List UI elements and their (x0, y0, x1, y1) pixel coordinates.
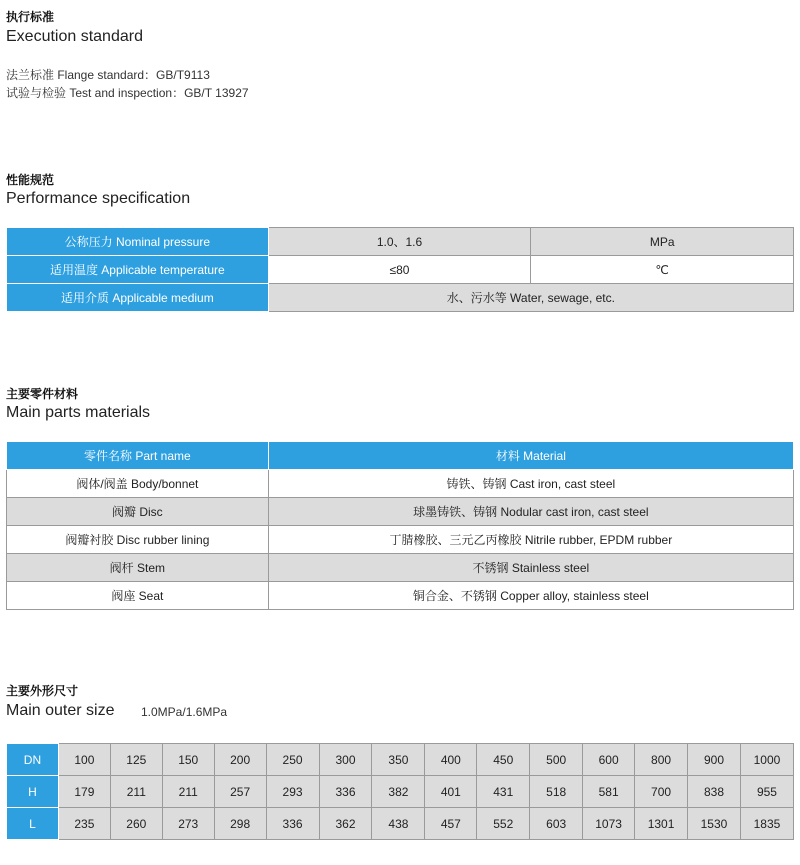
material-cell: 丁腈橡胶、三元乙丙橡胶 Nitrile rubber, EPDM rubber (268, 526, 793, 554)
size-cell: 401 (425, 776, 477, 808)
table-row (7, 470, 794, 498)
parts-title-en: Main parts materials (6, 404, 151, 421)
part-name-header: 零件名称 Part name (7, 442, 269, 470)
size-cell: 293 (266, 776, 319, 808)
performance-title-cn: 性能规范 (6, 173, 55, 187)
size-cell: 500 (530, 744, 583, 776)
size-cell: 100 (58, 744, 110, 776)
table-row (7, 284, 794, 312)
part-name-cell: 阀座 Seat (7, 582, 269, 610)
material-cell: 不锈钢 Stainless steel (268, 554, 793, 582)
execution-title-cn: 执行标准 (6, 10, 55, 24)
size-cell: 600 (583, 744, 635, 776)
nominal-pressure-unit: MPa (531, 228, 794, 256)
size-pressure-note: 1.0MPa/1.6MPa (141, 705, 228, 719)
size-cell: 1073 (583, 808, 635, 840)
table-row (7, 498, 794, 526)
test-inspection-line: 试验与检验 Test and inspection：GB/T 13927 (6, 86, 249, 100)
table-row (7, 256, 794, 284)
parts-title-cn: 主要零件材料 (6, 387, 79, 401)
size-cell: 250 (266, 744, 319, 776)
applicable-temperature-unit: ℃ (531, 256, 794, 284)
table-row (7, 582, 794, 610)
part-name-cell: 阀杆 Stem (7, 554, 269, 582)
size-cell: 235 (58, 808, 110, 840)
size-cell: 1301 (635, 808, 688, 840)
size-cell: 257 (214, 776, 266, 808)
applicable-temperature-label: 适用温度 Applicable temperature (7, 256, 269, 284)
size-cell: 955 (740, 776, 793, 808)
material-cell: 球墨铸铁、铸钢 Nodular cast iron, cast steel (268, 498, 793, 526)
size-cell: 273 (162, 808, 214, 840)
size-cell: 125 (110, 744, 162, 776)
size-cell: 450 (477, 744, 530, 776)
size-row-label: H (7, 776, 59, 808)
size-cell: 700 (635, 776, 688, 808)
table-row (7, 526, 794, 554)
table-header-row (7, 442, 794, 470)
size-cell: 838 (688, 776, 741, 808)
material-header: 材料 Material (268, 442, 793, 470)
size-cell: 382 (372, 776, 425, 808)
size-cell: 1530 (688, 808, 741, 840)
size-cell: 211 (162, 776, 214, 808)
applicable-temperature-value: ≤80 (268, 256, 531, 284)
size-cell: 150 (162, 744, 214, 776)
parts-table (6, 441, 794, 610)
size-cell: 179 (58, 776, 110, 808)
nominal-pressure-value: 1.0、1.6 (268, 228, 531, 256)
size-cell: 518 (530, 776, 583, 808)
size-cell: 900 (688, 744, 741, 776)
part-name-cell: 阀瓣 Disc (7, 498, 269, 526)
size-cell: 438 (372, 808, 425, 840)
size-title-cn: 主要外形尺寸 (6, 684, 79, 698)
table-row (7, 228, 794, 256)
size-cell: 362 (319, 808, 372, 840)
size-cell: 1000 (740, 744, 793, 776)
size-cell: 336 (266, 808, 319, 840)
applicable-medium-value: 水、污水等 Water, sewage, etc. (268, 284, 793, 312)
size-row-l (7, 808, 794, 840)
flange-standard-line: 法兰标准 Flange standard：GB/T9113 (6, 68, 210, 82)
size-cell: 800 (635, 744, 688, 776)
table-row (7, 554, 794, 582)
size-cell: 300 (319, 744, 372, 776)
size-cell: 1835 (740, 808, 793, 840)
size-row-label: L (7, 808, 59, 840)
size-cell: 581 (583, 776, 635, 808)
size-row-h (7, 776, 794, 808)
size-title-en: Main outer size (6, 702, 115, 719)
material-cell: 铜合金、不锈钢 Copper alloy, stainless steel (268, 582, 793, 610)
size-cell: 552 (477, 808, 530, 840)
material-cell: 铸铁、铸钢 Cast iron, cast steel (268, 470, 793, 498)
size-cell: 431 (477, 776, 530, 808)
size-cell: 336 (319, 776, 372, 808)
size-row-dn (7, 744, 794, 776)
size-cell: 260 (110, 808, 162, 840)
size-cell: 350 (372, 744, 425, 776)
size-cell: 298 (214, 808, 266, 840)
size-cell: 400 (425, 744, 477, 776)
performance-title-en: Performance specification (6, 190, 191, 207)
size-cell: 200 (214, 744, 266, 776)
size-row-label: DN (7, 744, 59, 776)
size-cell: 603 (530, 808, 583, 840)
size-cell: 211 (110, 776, 162, 808)
size-table (6, 743, 794, 840)
performance-table (6, 227, 794, 312)
size-cell: 457 (425, 808, 477, 840)
part-name-cell: 阀瓣衬胶 Disc rubber lining (7, 526, 269, 554)
nominal-pressure-label: 公称压力 Nominal pressure (7, 228, 269, 256)
part-name-cell: 阀体/阀盖 Body/bonnet (7, 470, 269, 498)
execution-title-en: Execution standard (6, 28, 143, 45)
applicable-medium-label: 适用介质 Applicable medium (7, 284, 269, 312)
